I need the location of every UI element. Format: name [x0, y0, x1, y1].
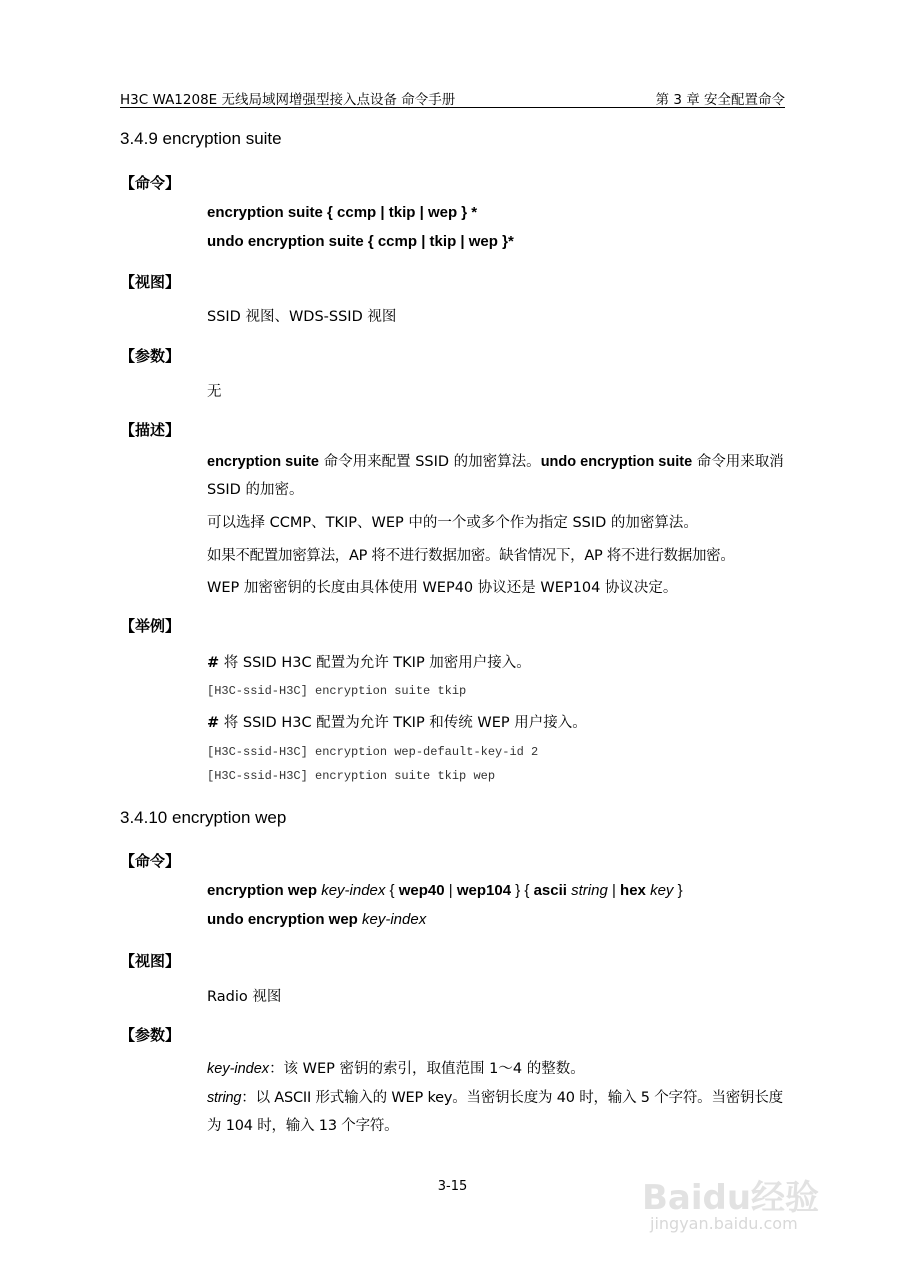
- label-parameters: 【参数】: [120, 347, 181, 365]
- example-2-code-line-2: [H3C-ssid-H3C] encryption suite tkip wep: [207, 769, 496, 783]
- page-number: 3-15: [437, 1179, 468, 1194]
- label-view: 【视图】: [120, 952, 181, 970]
- label-command: 【命令】: [120, 174, 181, 192]
- header-left: H3C WA1208E 无线局域网增强型接入点设备 命令手册: [120, 92, 456, 108]
- parameter-key-index: key-index：该 WEP 密钥的索引，取值范围 1～4 的整数。: [207, 1061, 585, 1077]
- baidu-jingyan-watermark-url: jingyan.baidu.com: [650, 1214, 798, 1233]
- example-2-comment: # 将 SSID H3C 配置为允许 TKIP 和传统 WEP 用户接入。: [207, 715, 587, 731]
- example-1-code: [H3C-ssid-H3C] encryption suite tkip: [207, 684, 467, 698]
- example-2-code-line-1: [H3C-ssid-H3C] encryption wep-default-key-id 2: [207, 745, 539, 759]
- header-right: 第 3 章 安全配置命令: [655, 92, 785, 108]
- label-parameters: 【参数】: [120, 1026, 181, 1044]
- example-1-comment: # 将 SSID H3C 配置为允许 TKIP 加密用户接入。: [207, 655, 531, 671]
- command-syntax: encryption wep key-index { wep40 | wep104 } { ascii string | hex key }: [207, 882, 683, 899]
- baidu-jingyan-watermark-logo: Baidu经验: [642, 1178, 820, 1218]
- description-paragraph-2: 可以选择 CCMP、TKIP、WEP 中的一个或多个作为指定 SSID 的加密算法。: [207, 515, 698, 531]
- section-title-encryption-suite: 3.4.9 encryption suite: [120, 129, 282, 148]
- description-paragraph-3: 如果不配置加密算法，AP 将不进行数据加密。缺省情况下，AP 将不进行数据加密。: [207, 548, 735, 564]
- section-title-encryption-wep: 3.4.10 encryption wep: [120, 808, 287, 827]
- label-command: 【命令】: [120, 852, 181, 870]
- command-syntax: encryption suite { ccmp | tkip | wep } *: [207, 204, 478, 221]
- header-rule: [120, 107, 785, 108]
- undo-command-syntax: undo encryption wep key-index: [207, 911, 427, 928]
- parameter-string: string：以 ASCII 形式输入的 WEP key。当密钥长度为 40 时，输入 5 个字符。当密钥长度为 104 时，输入 13 个字符。: [207, 1090, 783, 1134]
- view-text: SSID 视图、WDS-SSID 视图: [207, 309, 397, 325]
- description-paragraph-1: encryption suite 命令用来配置 SSID 的加密算法。undo encryption suite 命令用来取消 SSID 的加密。: [207, 454, 784, 498]
- label-description: 【描述】: [120, 421, 181, 439]
- label-view: 【视图】: [120, 273, 181, 291]
- view-text: Radio 视图: [207, 989, 282, 1005]
- undo-command-syntax: undo encryption suite { ccmp | tkip | wep }*: [207, 233, 514, 250]
- label-example: 【举例】: [120, 617, 181, 635]
- parameters-text: 无: [207, 384, 222, 400]
- description-paragraph-4: WEP 加密密钥的长度由具体使用 WEP40 协议还是 WEP104 协议决定。: [207, 580, 678, 596]
